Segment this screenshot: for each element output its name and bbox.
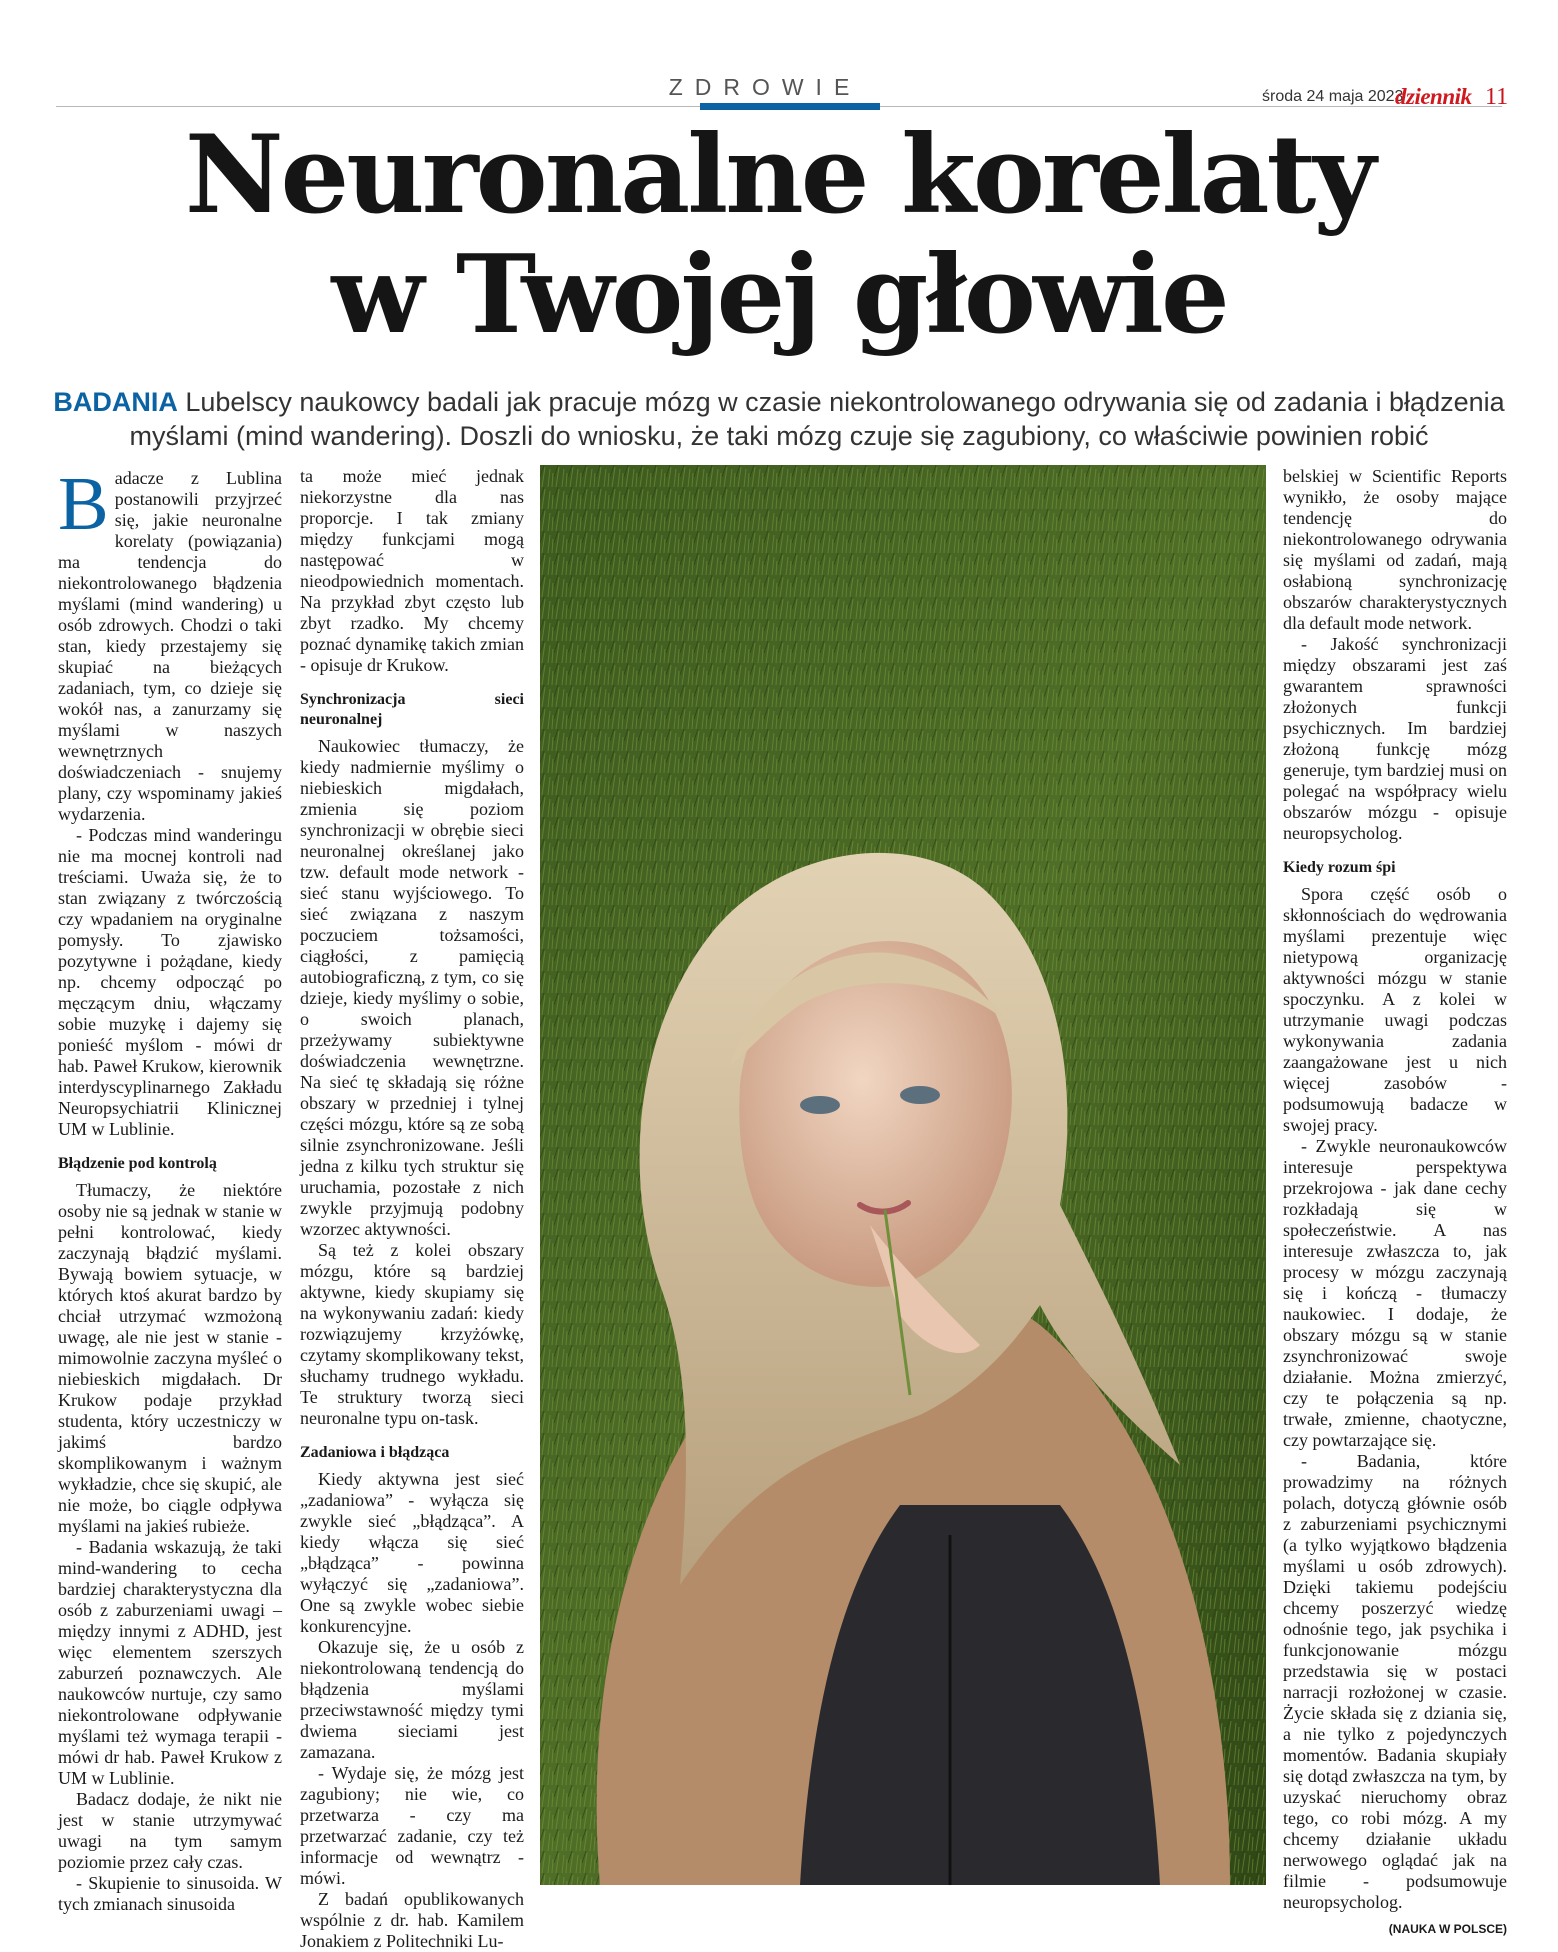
source-credit: (NAUKA W POLSCE) <box>1388 1922 1507 1936</box>
article-column-3 <box>1283 466 1507 1940</box>
subheading: Zadaniowa i błądząca <box>300 1444 450 1461</box>
subheading: Błądzenie pod kontrolą <box>58 1155 217 1172</box>
lead-line-1 <box>0 385 1558 419</box>
section-accent-bar <box>700 103 880 110</box>
paragraph-text: adacze z Lublina postanowili przyjrzeć się, jakie neuronalne korelaty (powiązania) ma tendencja do niekontrolowanego błądzenia myślami (mind wandering) u osób zdrowych. Chodzi o taki stan, kiedy przestajemy się skupiać na bieżących zadaniach, tym, co dzieje się wokół nas, a zanurzamy się myślami w naszych wewnętrznych doświadczeniach - snujemy plany, czy wspominamy jakieś wydarzenia. <box>58 468 282 824</box>
page-number: 11 <box>1485 84 1509 110</box>
article-paragraph: - Badania wskazują, że taki mind-wandering to cecha bardziej charakterystyczna dla osób z zaburzeniami uwagi – między innymi z ADHD, jest więc elementem szerszych zaburzeń poznawczych. Ale naukowców nurtuje, czy samo niekontrolowane odpływanie myślami też wymaga terapii - mówi dr hab. Paweł Krukow z UM w Lublinie. <box>58 1537 282 1788</box>
article-paragraph: Okazuje się, że u osób z niekontrolowaną tendencją do błądzenia myślami przeciwstawność między tymi dwiema sieciami jest zamazana. <box>300 1637 524 1762</box>
drop-cap: B <box>58 462 109 546</box>
article-column-2 <box>300 466 524 1952</box>
article-paragraph: Są też z kolei obszary mózgu, które są bardziej aktywne, kiedy skupiamy się na wykonywaniu zadań: kiedy rozwiązujemy krzyżówkę, czytamy skomplikowany tekst, słuchamy trudnego wykładu. Te struktury tworzą sieci neuronalne typu on-task. <box>300 1240 524 1428</box>
headline-line-1: Neuronalne korelaty <box>184 112 1374 238</box>
article-photo <box>540 465 1266 1885</box>
article-paragraph: - Zwykle neuronaukowców interesuje perspektywa przekrojowa - jak dane cechy rozkładają się w społeczeństwie. A nas interesuje zwłaszcza to, jak procesy w mózgu zaczynają się i kończą - tłumaczy naukowiec. I dodaje, że obszary mózgu są w stanie zsynchronizować swoje działanie. Można zmierzyć, czy te połączenia są np. trwałe, zmienne, chaotyczne, czy powtarzające się. <box>1283 1136 1507 1450</box>
article-paragraph: Badacz dodaje, że nikt nie jest w stanie utrzymywać uwagi na tym samym poziomie przez cały czas. <box>58 1789 282 1872</box>
article-paragraph: belskiej w Scientific Reports wynikło, że osoby mające tendencję do niekontrolowanego odrywania się myślami od zadań, mają osłabioną synchronizację obszarów charakterystycznych dla default mode network. <box>1283 466 1507 633</box>
lead-line-2: myślami (mind wandering). Doszli do wniosku, że taki mózg czuje się zagubiony, co właściwie powinien robić <box>129 421 1429 451</box>
article-paragraph: Tłumaczy, że niektóre osoby nie są jednak w stanie w pełni kontrolować, kiedy zaczynają błądzić myślami. Bywają bowiem sytuacje, w których ktoś akurat bardzo by chciał utrzymać wzmożoną uwagę, ale nie jest w stanie - mimowolnie zaczyna myśleć o niebieskich migdałach. Dr Krukow podaje przykład studenta, który uczestniczy w jakimś bardzo skomplikowanym i ważnym wykładzie, chce się skupić, ale nie może, bo ciągle odpływa myślami na jakieś rubieże. <box>58 1180 282 1536</box>
brand-logo: dziennik <box>1395 84 1472 109</box>
article-paragraph: - Jakość synchronizacji między obszarami jest zaś gwarantem sprawności złożonych funkcji psychicznych. Im bardziej złożoną funkcję mózg generuje, tym bardziej musi on polegać na współpracy wielu obszarów mózgu - opisuje neuropsycholog. <box>1283 634 1507 843</box>
article-paragraph: Z badań opublikowanych wspólnie z dr. hab. Kamilem Jonakiem z Politechniki Lu- <box>300 1889 524 1951</box>
article-paragraph: - Badania, które prowadzimy na różnych polach, dotyczą głównie osób z zaburzeniami psychicznymi (a tylko wyjątkowo błądzenia myślami u osób zdrowych). Dzięki takiemu podejściu chcemy poszerzyć wiedzę odnośnie tego, jak psychika i funkcjonowanie mózgu przedstawia się w postaci narracji rozłożonej w czasie. Życie składa się z dziania się, a nie tylko z pojedynczych momentów. Badania skupiały się dotąd zwłaszcza na tym, by uzyskać nieruchomy obraz tego, co robi mózg. A my chcemy działanie układu nerwowego oglądać jak na filmie - podsumowuje neuropsycholog. <box>1283 1451 1507 1912</box>
headline-line-2: w Twojej głowie <box>331 232 1227 358</box>
article-paragraph: Naukowiec tłumaczy, że kiedy nadmiernie myślimy o niebieskich migdałach, zmienia się poziom synchronizacji w obrębie sieci neuronalnej określanej jako tzw. default mode network - sieć stanu wyjściowego. To sieć związana z naszym poczuciem tożsamości, ciągłości, z pamięcią autobiograficzną, z tym, co się dzieje, kiedy myślimy o sobie, o swoich planach, przeżywamy subiektywne doświadczenia wewnętrzne. Na sieć tę składają się różne obszary w przedniej i tylnej części mózgu, które są ze sobą silnie zsynchronizowane. Jeśli jedna z kilku tych struktur się uruchamia, pozostałe z nich zwykle przyjmują podobny wzorzec aktywności. <box>300 736 524 1239</box>
section-label: ZDROWIE <box>668 74 862 100</box>
subheading: Synchronizacja sieci neuronalnej <box>300 691 524 728</box>
subheading: Kiedy rozum śpi <box>1283 859 1396 876</box>
article-paragraph: - Skupienie to sinusoida. W tych zmianach sinusoida <box>58 1873 282 1914</box>
lead-tag: BADANIA <box>53 387 178 417</box>
article-paragraph: - Wydaje się, że mózg jest zagubiony; nie wie, co przetwarza - czy ma przetwarzać zadanie, czy też informacje od wewnątrz - mówi. <box>300 1763 524 1888</box>
lead-text-1: Lubelscy naukowcy badali jak pracuje mózg w czasie niekontrolowanego odrywania się od zadania i błądzenia <box>177 387 1505 417</box>
article-paragraph: Kiedy aktywna jest sieć „zadaniowa” - wyłącza się zwykle sieć „błądząca”. A kiedy włącza się sieć „błądząca” - powinna wyłączyć się „zadaniowa”. One są zwykle wobec siebie konkurencyjne. <box>300 1469 524 1636</box>
article-column-1 <box>58 462 282 1915</box>
issue-date: środa 24 maja 2023 <box>1262 88 1404 105</box>
article-paragraph: - Podczas mind wanderingu nie ma mocnej kontroli nad treściami. Uważa się, że to stan związany z twórczością czy wpadaniem na oryginalne pomysły. To zjawisko pozytywne i pożądane, kiedy np. chcemy odpocząć po męczącym dniu, włączamy sobie muzykę i dajemy się ponieść myślom - mówi dr hab. Paweł Krukow, kierownik interdyscyplinarnego Zakładu Neuropsychiatrii Klinicznej UM w Lublinie. <box>58 825 282 1139</box>
article-paragraph: ta może mieć jednak niekorzystne dla nas proporcje. I tak zmiany między funkcjami mogą następować w nieodpowiednich momentach. Na przykład zbyt często lub zbyt rzadko. My chcemy poznać dynamikę takich zmian - opisuje dr Krukow. <box>300 466 524 675</box>
photo-woman-lying-on-grass-icon <box>540 465 1266 1885</box>
header-rule-left <box>56 106 700 107</box>
article-paragraph: Spora część osób o skłonnościach do wędrowania myślami prezentuje więc nietypową organizację aktywności mózgu w stanie spoczynku. A z kolei w utrzymanie uwagi podczas wykonywania zadania zaangażowane jest u nich więcej zasobów - podsumowują badacze w swojej pracy. <box>1283 884 1507 1135</box>
article-paragraph <box>58 462 282 825</box>
